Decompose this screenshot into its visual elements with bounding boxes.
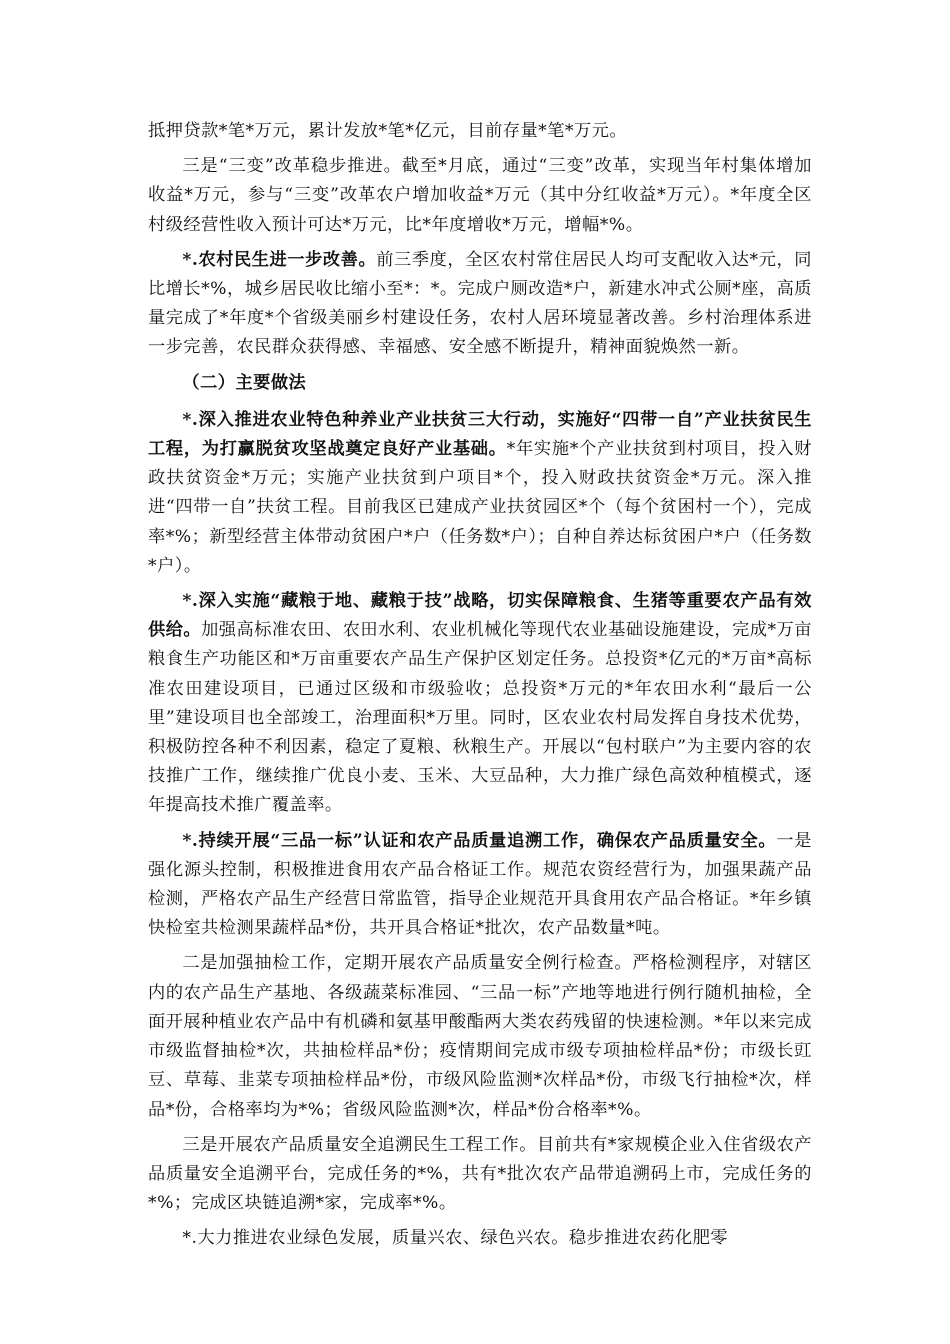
paragraph-body: 前三季度，全区农村常住居民人均可支配收入达*元，同比增长*%，城乡居民收比缩小至*：*。完成户厕改造*户，新建水冲式公厕*座，高质量完成了*年度*个省级美丽乡村建设任务，农村人居环境显著改善。乡村治理体系进一步完善，农民群众获得感、幸福感、安全感不断提升，精神面貌焕然一新。 xyxy=(148,249,812,358)
paragraph-poverty-alleviation xyxy=(148,406,812,581)
paragraph-body: *年实施*个产业扶贫到村项目，投入财政扶贫资金*万元；实施产业扶贫到户项目*个，投入财政扶贫资金*万元。深入推进“四带一自”扶贫工程。目前我区已建成产业扶贫园区*个（每个贫困村一个），完成率*%；新型经营主体带动贫困户*户（任务数*户）；自种自养达标贫困户*户（任务数*户）。 xyxy=(148,439,812,576)
paragraph-lead: *.深入实施“藏粮于地、藏粮于技”战略，切实保障粮食、生猪等重要农产品有效供给。 xyxy=(148,591,812,641)
paragraph-lead: *.农村民生进一步改善。 xyxy=(182,249,377,270)
paragraph-body: 加强高标准农田、农田水利、农业机械化等现代农业基础设施建设，完成*万亩粮食生产功能区和*万亩重要农产品生产保护区划定任务。总投资*亿元的*万亩*高标准农田建设项目，已通过区级和市级验收；总投资*万元的*年农田水利“最后一公里”建设项目也全部竣工，治理面积*万里。同时，区农业农村局发挥自身技术优势，积极防控各种不利因素，稳定了夏粮、秋粮生产。开展以“包村联户”为主要内容的农技推广工作，继续推广优良小麦、玉米、大豆品种，大力推广绿色高效种植模式，逐年提高技术推广覆盖率。 xyxy=(148,620,812,816)
paragraph-grain-strategy xyxy=(148,587,812,821)
document-page xyxy=(148,117,812,1260)
paragraph-loan-summary: 抵押贷款*笔*万元，累计发放*笔*亿元，目前存量*笔*万元。 xyxy=(148,121,628,141)
paragraph-green-development: *.大力推进农业绿色发展，质量兴农、绿色兴农。稳步推进农药化肥零 xyxy=(182,1228,729,1249)
paragraph-traceability: 三是开展农产品质量安全追溯民生工程工作。目前共有*家规模企业入住省级农产品质量安全追溯平台，完成任务的*%，共有*批次农产品带追溯码上市，完成任务的*%；完成区块链追溯*家，完成率*%。 xyxy=(148,1134,812,1214)
section-heading: （二）主要做法 xyxy=(182,372,307,393)
paragraph-sampling-inspection: 二是加强抽检工作，定期开展农产品质量安全例行检查。严格检测程序，对辖区内的农产品生产基地、各级蔬菜标准园、“三品一标”产地等地进行例行随机抽检，全面开展种植业农产品中有机磷和氨基甲酸酯两大类农药残留的快速检测。*年以来完成市级监督抽检*次，共抽检样品*份；疫情期间完成市级专项抽检样品*份；市级长豇豆、草莓、韭菜专项抽检样品*份，市级风险监测*次样品*份，市级飞行抽检*次，样品*份，合格率均为*%；省级风险监测*次，样品*份合格率*%。 xyxy=(148,953,812,1120)
paragraph-quality-certification xyxy=(148,827,812,944)
paragraph-body: 一是强化源头控制，积极推进食用农产品合格证工作。规范农资经营行为，加强果蔬产品检测，严格农产品生产经营日常监管，指导企业规范开具食用农产品合格证。*年乡镇快检室共检测果蔬样品*份，共开具合格证*批次，农产品数量*吨。 xyxy=(148,830,812,939)
paragraph-lead: *.持续开展“三品一标”认证和农产品质量追溯工作，确保农产品质量安全。 xyxy=(182,830,777,851)
paragraph-three-changes-reform: 三是“三变”改革稳步推进。截至*月底，通过“三变”改革，实现当年村集体增加收益*万元，参与“三变”改革农户增加收益*万元（其中分红收益*万元）。*年度全区村级经营性收入预计可达*万元，比*年度增收*万元，增幅*%。 xyxy=(148,156,812,235)
paragraph-rural-livelihood xyxy=(148,246,812,363)
paragraph-lead: *.深入推进农业特色种养业产业扶贫三大行动，实施好“四带一自”产业扶贫民生工程，为打赢脱贫攻坚战奠定良好产业基础。 xyxy=(148,409,812,460)
